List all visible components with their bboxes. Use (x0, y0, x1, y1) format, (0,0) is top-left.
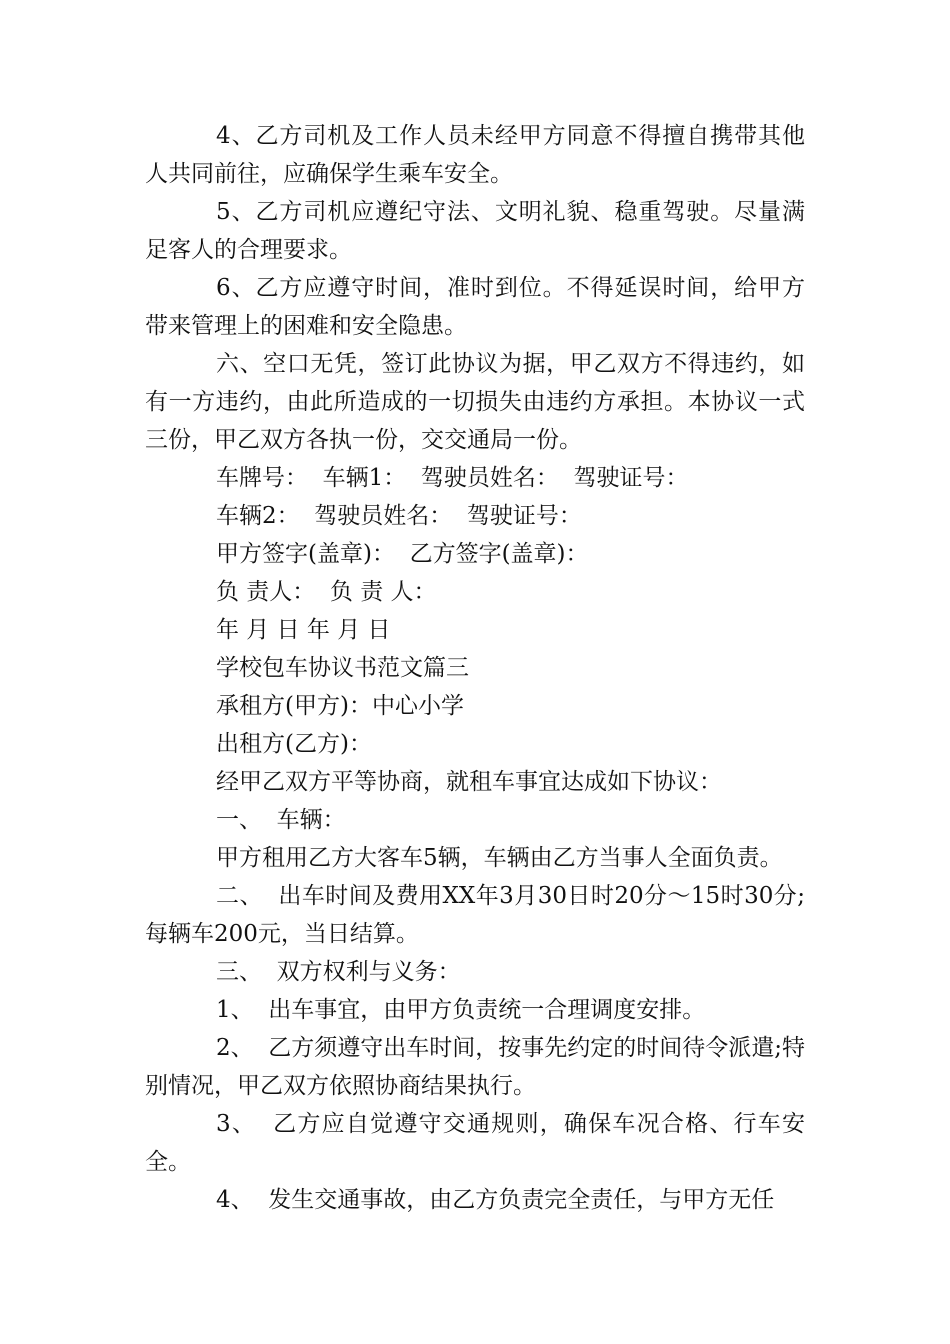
lessee-line: 承租方(甲方)：中心小学 (216, 693, 464, 719)
clause-1-dispatch: 1、 出车事宜，由甲方负责统一合理调度安排。 (216, 997, 706, 1023)
section-1-vehicles-heading: 一、 车辆： (216, 807, 346, 833)
vehicle-2-line: 车辆2： 驾驶员姓名： 驾驶证号： (216, 503, 582, 529)
section-1-vehicles-text: 甲方租用乙方大客车5辆，车辆由乙方当事人全面负责。 (216, 845, 783, 871)
clause-2-departure-time: 2、 乙方须遵守出车时间，按事先约定的时间待令派遣;特别情况，甲乙双方依照协商结果执行。 (145, 1035, 806, 1099)
document-body (145, 117, 805, 1219)
plate-number-line: 车牌号： 车辆1： 驾驶员姓名： 驾驶证号： (216, 465, 689, 491)
responsible-person-line: 负 责人： 负 责 人： (216, 579, 437, 605)
lessor-line: 出租方(乙方)： (216, 731, 372, 757)
clause-3-traffic-rules: 3、 乙方应自觉遵守交通规则，确保车况合格、行车安全。 (145, 1111, 805, 1175)
clause-5-driver-conduct: 5、乙方司机应遵纪守法、文明礼貌、稳重驾驶。尽量满足客人的合理要求。 (145, 199, 805, 263)
clause-4-driver-passengers: 4、乙方司机及工作人员未经甲方同意不得擅自携带其他人共同前往，应确保学生乘车安全。 (145, 123, 805, 187)
clause-6-punctuality: 6、乙方应遵守时间，准时到位。不得延误时间，给甲方带来管理上的困难和安全隐患。 (145, 275, 805, 339)
agreement-intro: 经甲乙双方平等协商，就租车事宜达成如下协议： (216, 769, 722, 795)
section-2-time-and-fee: 二、 出车时间及费用XX年3月30日时20分～15时30分;每辆车200元，当日结算。 (145, 883, 805, 947)
date-line: 年 月 日 年 月 日 (216, 617, 391, 643)
section-3-rights-heading: 三、 双方权利与义务： (216, 959, 461, 985)
clause-4-accident-liability: 4、 发生交通事故，由乙方负责完全责任，与甲方无任 (216, 1187, 775, 1213)
section-6-no-breach: 六、空口无凭，签订此协议为据，甲乙双方不得违约，如有一方违约，由此所造成的一切损失由违约方承担。本协议一式三份，甲乙双方各执一份，交交通局一份。 (145, 351, 805, 453)
signature-line: 甲方签字(盖章)： 乙方签字(盖章)： (216, 541, 589, 567)
template-heading: 学校包车协议书范文篇三 (216, 655, 469, 681)
